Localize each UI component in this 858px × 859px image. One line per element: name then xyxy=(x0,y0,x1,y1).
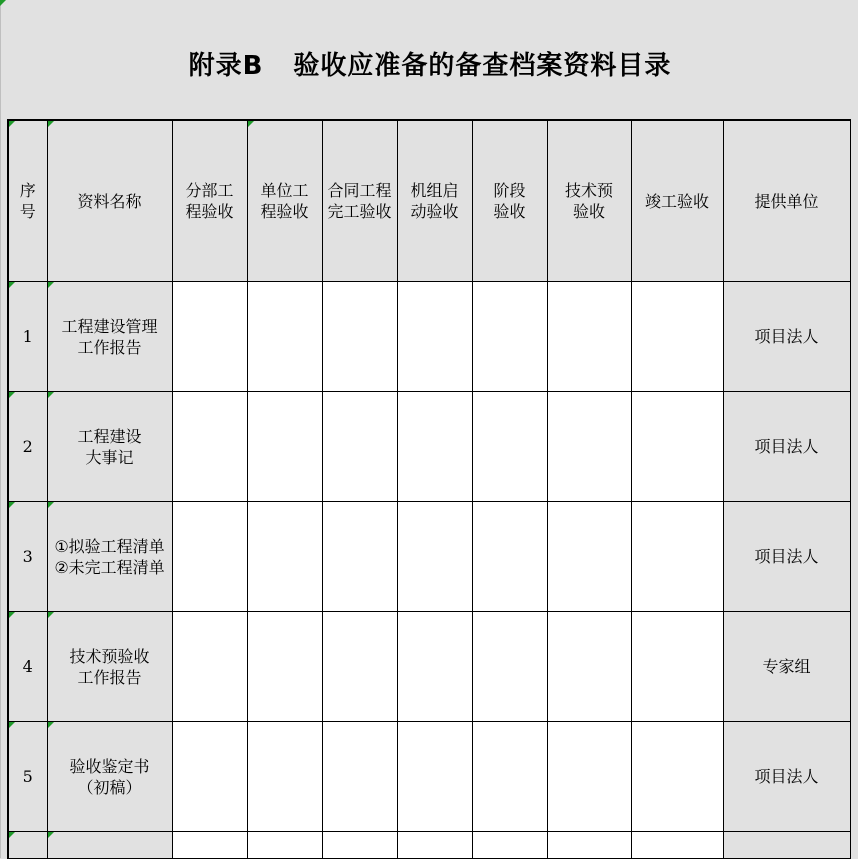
row-provider-cell[interactable]: 项目法人 xyxy=(723,392,850,502)
check-cell[interactable] xyxy=(247,722,322,832)
check-cell[interactable] xyxy=(322,282,397,392)
row-provider-cell[interactable] xyxy=(723,832,850,859)
check-cell[interactable] xyxy=(631,612,723,722)
check-cell[interactable] xyxy=(397,282,472,392)
check-cell[interactable] xyxy=(547,392,631,502)
cell-comment-marker xyxy=(0,0,6,6)
check-cell[interactable] xyxy=(247,392,322,502)
row-name-cell[interactable]: ①拟验工程清单 ②未完工程清单 xyxy=(47,502,172,612)
check-cell[interactable] xyxy=(631,832,723,859)
check-cell[interactable] xyxy=(547,832,631,859)
header-row xyxy=(8,120,850,282)
check-cell[interactable] xyxy=(322,722,397,832)
row-name-cell[interactable]: 工程建设管理 工作报告 xyxy=(47,282,172,392)
check-cell[interactable] xyxy=(172,502,247,612)
check-cell[interactable] xyxy=(397,722,472,832)
header-cell-technical-pre[interactable]: 技术预 验收 xyxy=(547,120,631,282)
header-cell-name[interactable]: 资料名称 xyxy=(47,120,172,282)
header-cell-stage[interactable]: 阶段 验收 xyxy=(472,120,547,282)
check-cell[interactable] xyxy=(472,392,547,502)
row-no-cell[interactable]: 4 xyxy=(8,612,47,722)
check-cell[interactable] xyxy=(172,392,247,502)
row-no-cell[interactable]: 3 xyxy=(8,502,47,612)
check-cell[interactable] xyxy=(472,612,547,722)
check-cell[interactable] xyxy=(631,502,723,612)
check-cell[interactable] xyxy=(322,832,397,859)
check-cell[interactable] xyxy=(631,722,723,832)
check-cell[interactable] xyxy=(547,722,631,832)
check-cell[interactable] xyxy=(322,392,397,502)
check-cell[interactable] xyxy=(322,502,397,612)
check-cell[interactable] xyxy=(547,502,631,612)
check-cell[interactable] xyxy=(322,612,397,722)
header-cell-no[interactable]: 序 号 xyxy=(8,120,47,282)
header-cell-final[interactable]: 竣工验收 xyxy=(631,120,723,282)
check-cell[interactable] xyxy=(547,612,631,722)
check-cell[interactable] xyxy=(247,612,322,722)
page-title xyxy=(0,44,858,88)
check-cell[interactable] xyxy=(397,832,472,859)
row-name-cell[interactable]: 验收鉴定书 （初稿） xyxy=(47,722,172,832)
check-cell[interactable] xyxy=(472,722,547,832)
check-cell[interactable] xyxy=(397,612,472,722)
check-cell[interactable] xyxy=(397,502,472,612)
check-cell[interactable] xyxy=(397,392,472,502)
row-no-cell[interactable]: 5 xyxy=(8,722,47,832)
table-row xyxy=(8,392,850,502)
check-cell[interactable] xyxy=(172,722,247,832)
table-row xyxy=(8,502,850,612)
check-cell[interactable] xyxy=(472,832,547,859)
check-cell[interactable] xyxy=(472,282,547,392)
row-provider-cell[interactable]: 项目法人 xyxy=(723,502,850,612)
header-cell-provider[interactable]: 提供单位 xyxy=(723,120,850,282)
archive-table xyxy=(7,119,851,859)
row-provider-cell[interactable]: 项目法人 xyxy=(723,282,850,392)
table-row xyxy=(8,722,850,832)
check-cell[interactable] xyxy=(172,832,247,859)
table-row xyxy=(8,282,850,392)
header-cell-sub-project[interactable]: 分部工 程验收 xyxy=(172,120,247,282)
sheet-left-edge xyxy=(0,0,1,858)
row-no-cell[interactable]: 1 xyxy=(8,282,47,392)
row-provider-cell[interactable]: 专家组 xyxy=(723,612,850,722)
table-row xyxy=(8,832,850,859)
row-name-cell[interactable] xyxy=(47,832,172,859)
row-name-cell[interactable]: 工程建设 大事记 xyxy=(47,392,172,502)
row-no-cell[interactable]: 2 xyxy=(8,392,47,502)
header-cell-unit-startup[interactable]: 机组启 动验收 xyxy=(397,120,472,282)
header-cell-unit-project[interactable]: 单位工 程验收 xyxy=(247,120,322,282)
row-no-cell[interactable] xyxy=(8,832,47,859)
row-name-cell[interactable]: 技术预验收 工作报告 xyxy=(47,612,172,722)
title-prefix: 附录B xyxy=(188,51,264,81)
check-cell[interactable] xyxy=(472,502,547,612)
check-cell[interactable] xyxy=(631,392,723,502)
table-row xyxy=(8,612,850,722)
row-provider-cell[interactable]: 项目法人 xyxy=(723,722,850,832)
check-cell[interactable] xyxy=(247,282,322,392)
title-main: 验收应准备的备查档案资料目录 xyxy=(293,51,672,81)
check-cell[interactable] xyxy=(172,282,247,392)
check-cell[interactable] xyxy=(172,612,247,722)
header-cell-contract-completion[interactable]: 合同工程 完工验收 xyxy=(322,120,397,282)
check-cell[interactable] xyxy=(247,832,322,859)
check-cell[interactable] xyxy=(547,282,631,392)
check-cell[interactable] xyxy=(631,282,723,392)
check-cell[interactable] xyxy=(247,502,322,612)
